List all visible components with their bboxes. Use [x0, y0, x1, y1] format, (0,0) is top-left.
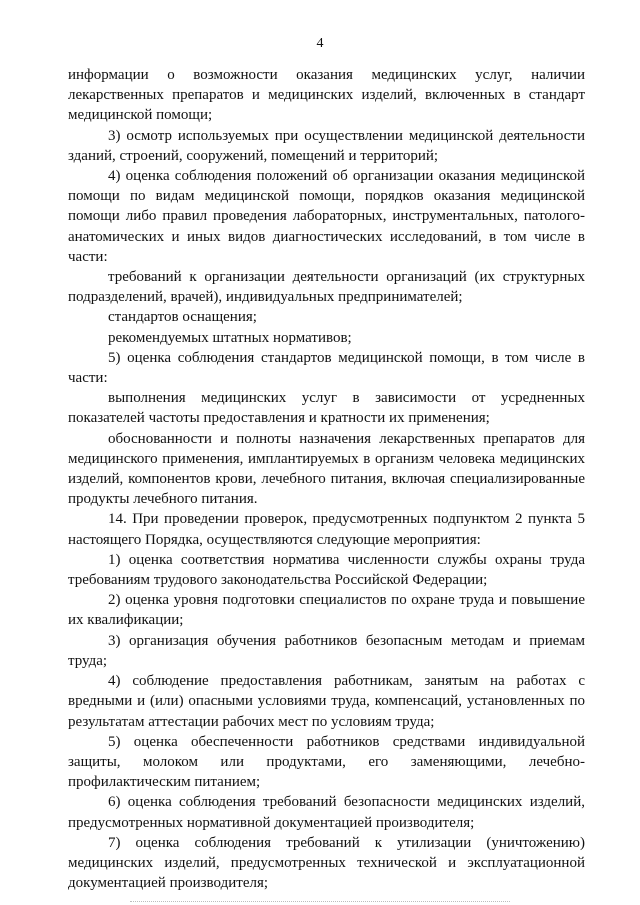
paragraph-requirements-organization: требований к организации деятельности организаций (их структурных подразделений, врачей), индивидуальных предпринимателей;	[68, 269, 585, 306]
paragraph-14-item-3: 3) организация обучения работников безопасным методам и приемам труда;	[68, 632, 585, 669]
paragraph-services-performance: выполнения медицинских услуг в зависимости от усредненных показателей частоты предоставления и кратности их применения;	[68, 390, 585, 427]
paragraph-item-4-assessment: 4) оценка соблюдения положений об организации оказания медицинской помощи по видам медицинской помощи, порядков оказания медицинской помощи либо правил проведения лабораторных, инструментальных, патолого-анатомических и иных видов диагностических исследований, в том числе в части:	[68, 168, 585, 265]
paragraph-equipment-standards: стандартов оснащения;	[108, 309, 257, 326]
paragraph-section-14: 14. При проведении проверок, предусмотренных подпунктом 2 пункта 5 настоящего Порядка, осуществляются следующие мероприятия:	[68, 511, 585, 548]
paragraph-14-item-6: 6) оценка соблюдения требований безопасности медицинских изделий, предусмотренных нормативной документацией производителя;	[68, 794, 585, 831]
paragraph-14-item-1: 1) оценка соответствия норматива численности службы охраны труда требованиям трудового законодательства Российской Федерации;	[68, 551, 585, 589]
paragraph-item-3-inspection: 3) осмотр используемых при осуществлении медицинской деятельности зданий, строений, сооружений, помещений и территорий;	[68, 127, 585, 164]
page-number: 4	[316, 36, 324, 51]
paragraph-14-item-7: 7) оценка соблюдения требований к утилизации (уничтожению) медицинских изделий, предусмотренных технической и эксплуатационной документацией производителя;	[68, 834, 585, 892]
paragraph-staff-norms: рекомендуемых штатных нормативов;	[108, 329, 352, 346]
paragraph-14-item-2: 2) оценка уровня подготовки специалистов по охране труда и повышение их квалификации;	[68, 592, 585, 629]
paragraph-prescription-validity: обоснованности и полноты назначения лекарственных препаратов для медицинского применения, имплантируемых в организм человека медицинских изделий, компонентов крови, лечебного питания, включая специализированные продукты лечебного питания.	[68, 430, 585, 508]
scan-edge-divider	[130, 901, 510, 903]
paragraph-item-5-standards: 5) оценка соблюдения стандартов медицинской помощи, в том числе в части:	[68, 349, 585, 387]
paragraph-continuation: информации о возможности оказания медицинских услуг, наличии лекарственных препаратов и медицинских изделий, включенных в стандарт медицинской помощи;	[68, 67, 585, 124]
paragraph-14-item-4: 4) соблюдение предоставления работникам, занятым на работах с вредными и (или) опасными условиями труда, компенсаций, установленных по результатам аттестации рабочих мест по условиям труда;	[68, 673, 585, 730]
paragraph-14-item-5: 5) оценка обеспеченности работников средствами индивидуальной защиты, молоком или продуктами, его заменяющими, лечебно-профилактическим питанием;	[68, 733, 585, 791]
document-body	[68, 65, 585, 893]
